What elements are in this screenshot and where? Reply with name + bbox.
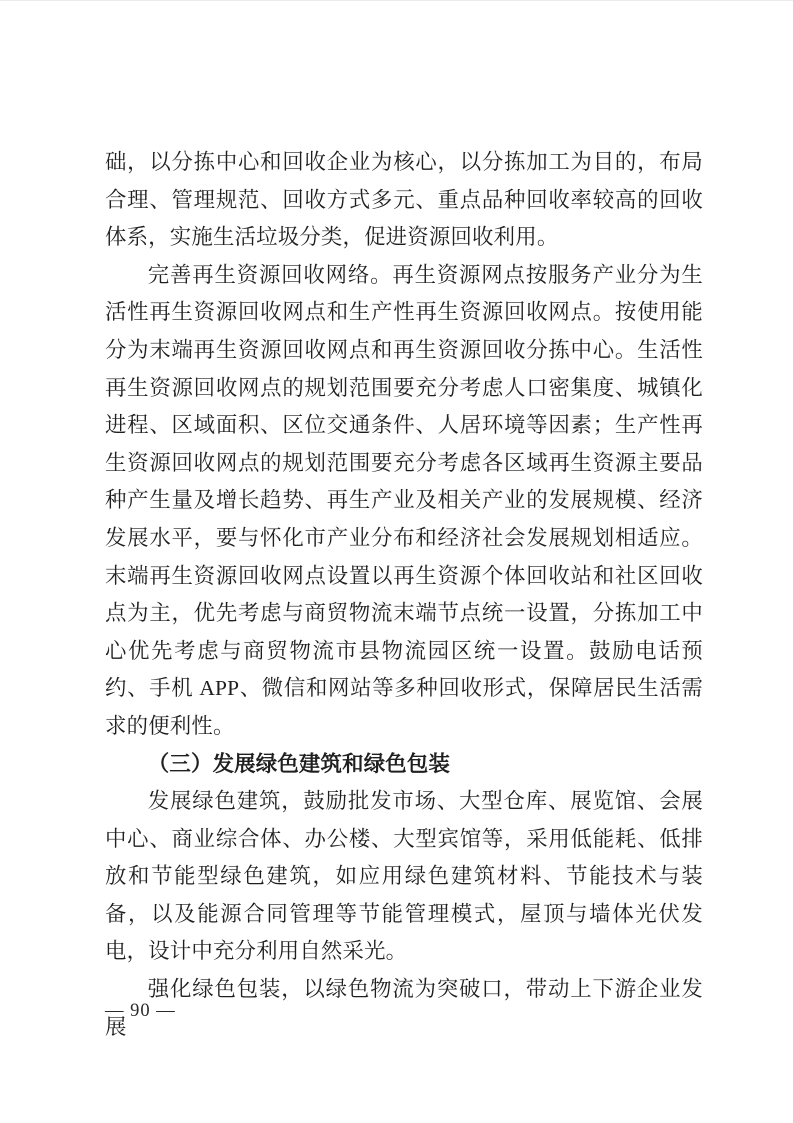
body-paragraph: 强化绿色包装，以绿色物流为突破口，带动上下游企业发展 [105, 977, 703, 1039]
section-heading: （三）发展绿色建筑和绿色包装 [147, 751, 451, 776]
document-body [105, 144, 703, 1046]
body-paragraph: 完善再生资源回收网络。再生资源网点按服务产业分为生活性再生资源回收网点和生产性再生资源回收网点。按使用能分为末端再生资源回收网点和再生资源回收分拣中心。生活性再生资源回收网点的规划范围要充分考虑人口密集度、城镇化进程、区域面积、区位交通条件、人居环境等因素；生产性再生资源回收网点的规划范围要充分考虑各区域再生资源主要品种产生量及增长趋势、再生产业及相关产业的发展规模、经济发展水平，要与怀化市产业分布和经济社会发展规划相适应。末端再生资源回收网点设置以再生资源个体回收站和社区回收点为主，优先考虑与商贸物流末端节点统一设置，分拣加工中心优先考虑与商贸物流市县物流园区统一设置。鼓励电话预约、手机 APP、微信和网站等多种回收形式，保障居民生活需求的便利性。 [105, 262, 703, 738]
page-number: — 90 — [105, 1001, 176, 1021]
body-paragraph: 发展绿色建筑，鼓励批发市场、大型仓库、展览馆、会展中心、商业综合体、办公楼、大型宾馆等，采用低能耗、低排放和节能型绿色建筑，如应用绿色建筑材料、节能技术与装备，以及能源合同管理等节能管理模式，屋顶与墙体光伏发电，设计中充分利用自然采光。 [105, 789, 703, 964]
body-paragraph-continuation: 础，以分拣中心和回收企业为核心，以分拣加工为目的，布局合理、管理规范、回收方式多元、重点品种回收率较高的回收体系，实施生活垃圾分类，促进资源回收利用。 [105, 150, 703, 250]
